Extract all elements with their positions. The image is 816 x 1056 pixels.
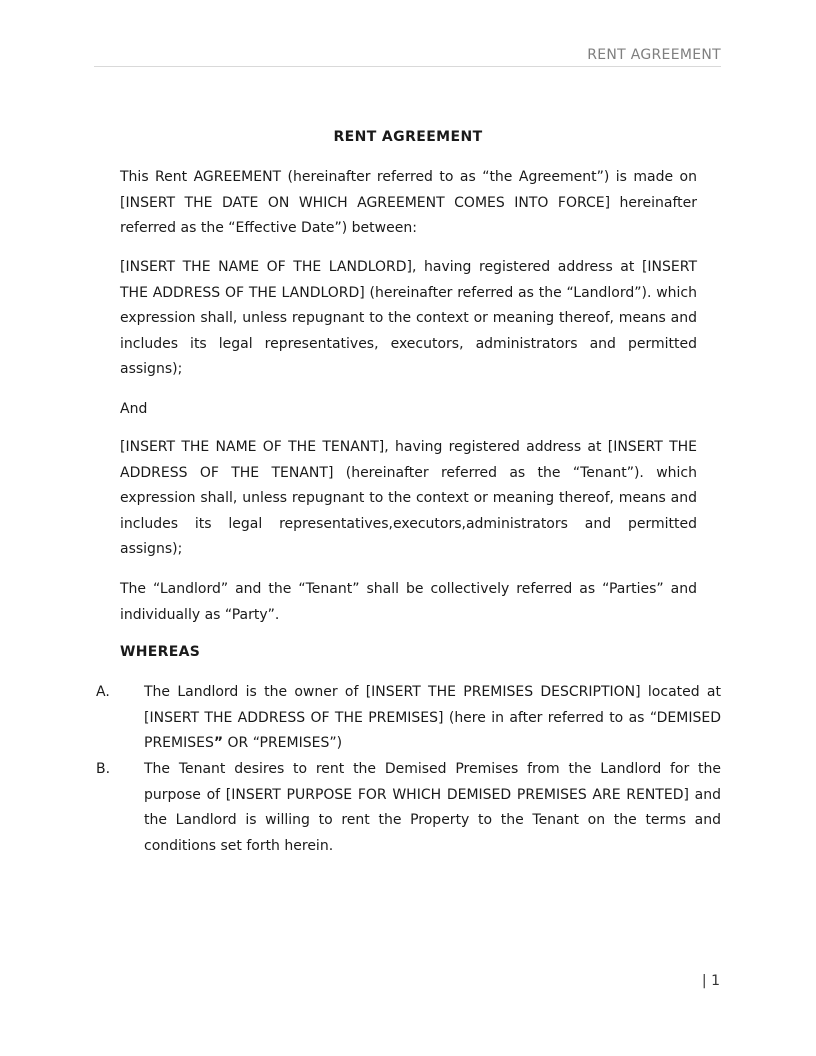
landlord-paragraph: [INSERT THE NAME OF THE LANDLORD], having registered address at [INSERT THE ADDRESS OF THE LANDLORD] (hereinafter referred as the “Landlord”). which expression shall, unless repugnant to the context or meaning thereof, means and includes its legal representatives, executors, administrators and permitted assigns); bbox=[120, 259, 697, 378]
page-number: | 1 bbox=[701, 973, 720, 989]
tenant-paragraph: [INSERT THE NAME OF THE TENANT], having registered address at [INSERT THE ADDRESS OF THE TENANT] (hereinafter referred as the “Tenant”). which expression shall, unless repugnant to the context or meaning thereof, means and includes its legal representatives,executors,administrators and permitted assigns); bbox=[120, 439, 697, 558]
recital-b-marker: B. bbox=[96, 761, 111, 777]
header-title: RENT AGREEMENT bbox=[587, 47, 721, 63]
recital-b-text: The Tenant desires to rent the Demised Premises from the Landlord for the purpose of [INSERT PURPOSE FOR WHICH DEMISED PREMISES ARE RENTED] and the Landlord is willing to rent the Property to the Tenant on the terms and conditions set forth herein. bbox=[144, 761, 721, 854]
recital-a-text-end: OR “PREMISES”) bbox=[223, 735, 343, 752]
recital-a-bold-quote: ” bbox=[213, 735, 224, 752]
page-header bbox=[94, 46, 721, 67]
recital-b bbox=[96, 757, 721, 859]
parties-paragraph: The “Landlord” and the “Tenant” shall be collectively referred as “Parties” and individually as “Party”. bbox=[120, 581, 697, 623]
recital-a-text bbox=[144, 680, 721, 757]
recital-a-marker: A. bbox=[96, 684, 110, 700]
recital-a-text-main: The Landlord is the owner of [INSERT THE PREMISES DESCRIPTION] located at [INSERT THE ADDRESS OF THE PREMISES] (here in after referred to as “DEMISED PREMISES bbox=[144, 684, 721, 752]
intro-paragraph: This Rent AGREEMENT (hereinafter referred to as “the Agreement”) is made on [INSERT THE DATE ON WHICH AGREEMENT COMES INTO FORCE] hereinafter referred as the “Effective Date”) between: bbox=[120, 169, 697, 237]
recital-a bbox=[96, 680, 721, 757]
and-paragraph: And bbox=[120, 401, 148, 417]
whereas-heading: WHEREAS bbox=[120, 644, 201, 660]
document-title: RENT AGREEMENT bbox=[333, 129, 483, 145]
